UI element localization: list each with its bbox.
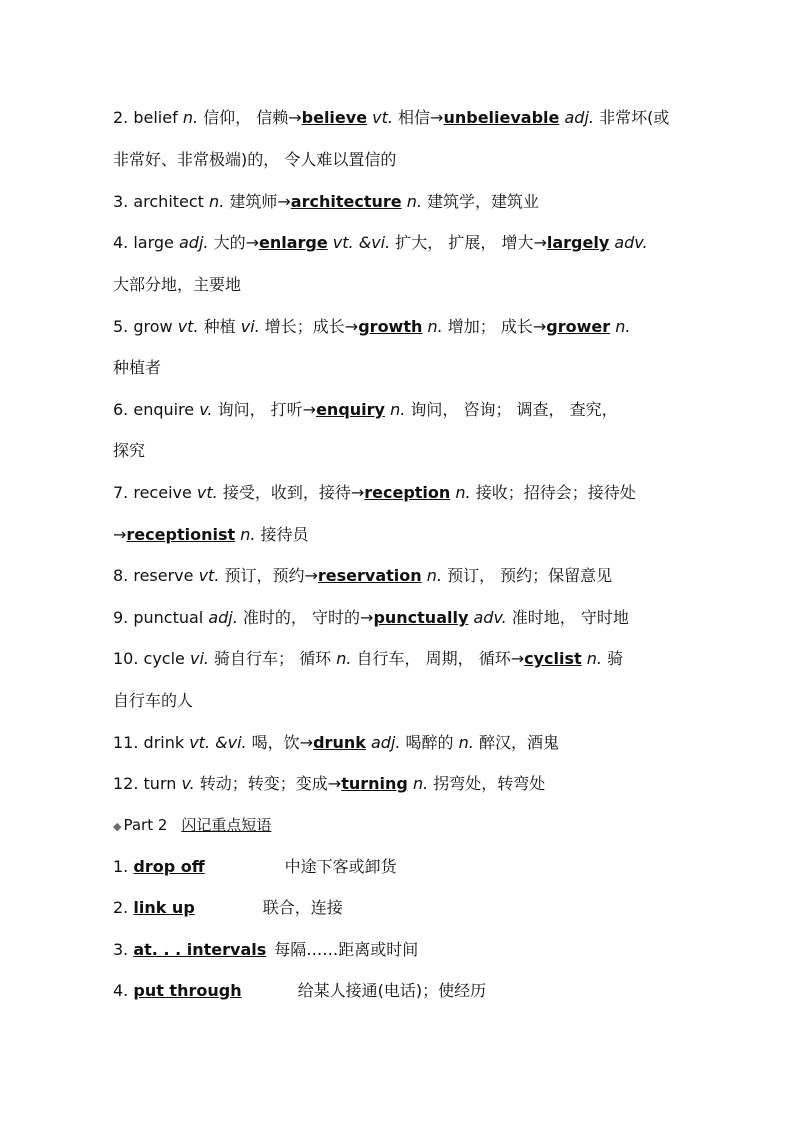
vocab-entry-line [113,774,754,794]
phrase-text: drop off [133,857,205,876]
entry-text: 6. enquire [113,400,200,419]
entry-text: 拐弯处，转弯处 [428,774,546,793]
entry-text: 3. architect [113,192,210,211]
entry-text: 预订， 预约；保留意见 [441,566,613,585]
part-of-speech: n. [336,649,352,668]
entry-text: 4. large [113,233,179,252]
entry-text: 转动；转变；变成→ [194,774,342,793]
entry-text: 种植 [198,317,241,336]
entry-text: 建筑师→ [224,192,291,211]
entry-text: 接待员 [255,525,309,544]
phrase-number: 4. [113,981,134,1000]
phrase-text: put through [133,981,242,1000]
vocab-entry-line [113,608,754,628]
vocab-entry-line [113,400,754,420]
entry-text: 准时地， 守时地 [506,608,629,627]
phrase-item [113,940,754,960]
vocab-entry-line [113,275,754,295]
entry-text: 非常坏(或 [593,108,670,127]
part2-heading [113,815,754,837]
part2-title: 闪记重点短语 [181,816,272,834]
phrase-meaning: 联合，连接 [262,898,343,917]
vocab-entry-line [113,483,754,503]
entry-text: 大的→ [208,233,259,252]
entry-text: 非常好、非常极端)的， 令人难以置信的 [113,150,397,169]
part-of-speech: n. [586,649,603,668]
derived-word: drunk [313,733,366,752]
derived-word: receptionist [126,525,236,544]
part-of-speech: n. [390,400,406,419]
part-of-speech: v. [199,400,213,419]
entry-text: 喝，饮→ [246,733,314,752]
vocab-entry-line [113,525,754,545]
phrase-number: 2. [113,898,134,917]
part-of-speech: vi. [240,317,260,336]
part-of-speech: vt. [372,108,393,127]
derived-word: enquiry [316,400,385,419]
entry-text: 询问， 咨询； 调查， 查究， [405,400,618,419]
part-of-speech: vt. &vi. [189,733,247,752]
part-of-speech: adv. [473,608,507,627]
phrase-item [113,981,754,1001]
part-of-speech: n. [615,317,631,336]
vocab-entry-line [113,317,754,337]
derived-word: enlarge [258,233,328,252]
derived-word: turning [341,774,408,793]
part-of-speech: n. [412,774,429,793]
phrase-text: link up [133,898,195,917]
part-of-speech: vt. [177,317,199,336]
entry-text: 相信→ [392,108,444,127]
part-of-speech: n. [426,566,442,585]
entry-text: 增长；成长→ [259,317,359,336]
vocab-entry-line [113,691,754,711]
vocab-entry-line [113,649,754,669]
part-of-speech: adj. [564,108,594,127]
entry-text: → [113,525,127,544]
phrase-item [113,857,754,877]
entry-text: 9. punctual [113,608,209,627]
vocab-entry-line [113,733,754,753]
part-of-speech: n. [182,108,199,127]
part-of-speech: n. [458,733,474,752]
entry-text: 10. cycle [113,649,190,668]
derived-word: reception [364,483,451,502]
derived-word: largely [546,233,610,252]
vocab-entry-line [113,566,754,586]
entry-text: 接受，收到，接待→ [217,483,365,502]
part-of-speech: n. [427,317,443,336]
phrase-meaning: 中途下客或卸货 [284,857,397,876]
entry-text: 8. reserve [113,566,199,585]
entry-text: 醉汉，酒鬼 [473,733,559,752]
entry-text: 探究 [113,441,146,460]
entry-text: 11. drink [113,733,190,752]
derived-word: growth [358,317,423,336]
entry-text: 询问， 打听→ [212,400,317,419]
part-of-speech: vi. [189,649,209,668]
phrase-item [113,898,754,918]
vocab-entry-line [113,233,754,253]
entry-text: 预订，预约→ [219,566,318,585]
part2-label: Part 2 [123,816,168,834]
phrase-number: 3. [113,940,134,959]
part-of-speech: n. [240,525,256,544]
entry-text: 骑 [602,649,624,668]
part-of-speech: adj. [370,733,401,752]
derived-word: unbelievable [443,108,560,127]
phrase-text: at. . . intervals [133,940,267,959]
phrase-meaning: 给某人接通(电话)；使经历 [297,981,487,1000]
entry-text: 大部分地，主要地 [113,275,242,294]
part-of-speech: v. [181,774,195,793]
part-of-speech: vt. [196,483,218,502]
part-of-speech: n. [406,192,422,211]
entry-text: 12. turn [113,774,182,793]
entry-text: 自行车， 周期， 循环→ [351,649,525,668]
entry-text: 信仰， 信赖→ [198,108,302,127]
entry-text: 准时的， 守时的→ [237,608,374,627]
entry-text: 7. receive [113,483,197,502]
vocab-entry-line [113,108,754,128]
phrase-meaning: 每隔……距离或时间 [274,940,419,959]
entry-text: 自行车的人 [113,691,194,710]
entry-text: 种植者 [113,358,162,377]
entry-text: 建筑学，建筑业 [421,192,540,211]
part-of-speech: vt. &vi. [332,233,391,252]
entry-text: 喝醉的 [400,733,459,752]
part-of-speech: n. [455,483,471,502]
derived-word: cyclist [524,649,582,668]
vocab-entry-line [113,192,754,212]
part-of-speech: vt. [198,566,220,585]
derived-word: believe [301,108,368,127]
vocab-entry-line [113,150,754,170]
phrase-number: 1. [113,857,134,876]
derived-word: grower [546,317,611,336]
part-of-speech: adj. [178,233,209,252]
diamond-icon: ◆ [113,820,122,833]
entry-text: 接收；招待会；接待处 [470,483,636,502]
part-of-speech: adj. [208,608,238,627]
entry-text: 骑自行车； 循环 [208,649,337,668]
derived-word: architecture [290,192,402,211]
derived-word: reservation [317,566,422,585]
entry-text: 2. belief [113,108,183,127]
entry-text: 增加； 成长→ [442,317,547,336]
entry-text: 扩大， 扩展， 增大→ [390,233,547,252]
part-of-speech: n. [209,192,225,211]
derived-word: punctually [373,608,469,627]
vocab-entry-line [113,358,754,378]
part-of-speech: adv. [614,233,648,252]
vocab-entry-line [113,441,754,461]
entry-text: 5. grow [113,317,178,336]
